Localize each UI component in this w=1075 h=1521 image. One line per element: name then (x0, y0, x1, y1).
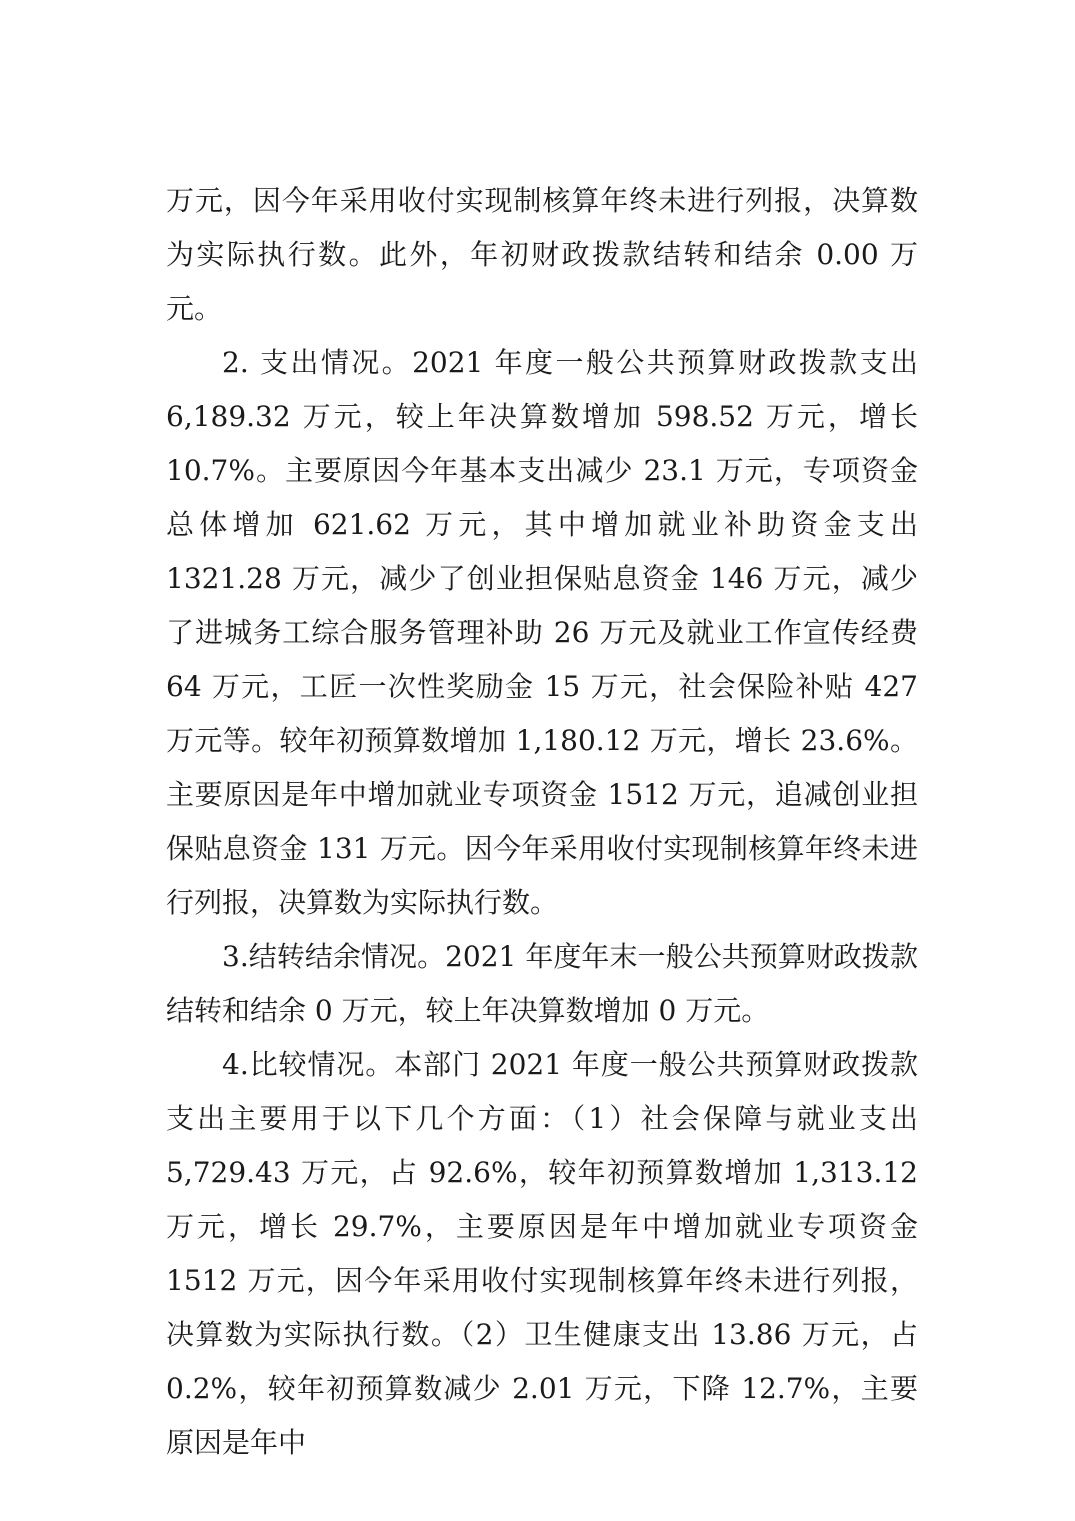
paragraph-expenditure: 2. 支出情况。2021 年度一般公共预算财政拨款支出 6,189.32 万元，较上年决算数增加 598.52 万元，增长 10.7%。主要原因今年基本支出减少 23.1 万元，专项资金总体增加 621.62 万元，其中增加就业补助资金支出 1321.28 万元，减少了创业担保贴息资金 146 万元，减少了进城务工综合服务管理补助 26 万元及就业工作宣传经费 64 万元，工匠一次性奖励金 15 万元，社会保险补贴 427 万元等。较年初预算数增加 1,180.12 万元，增长 23.6%。主要原因是年中增加就业专项资金 1512 万元，追减创业担保贴息资金 131 万元。因今年采用收付实现制核算年终未进行列报，决算数为实际执行数。 (166, 346, 918, 919)
document-body (166, 174, 918, 1470)
paragraph-comparison: 4.比较情况。本部门 2021 年度一般公共预算财政拨款支出主要用于以下几个方面：（1）社会保障与就业支出 5,729.43 万元，占 92.6%，较年初预算数增加 1,313.12 万元，增长 29.7%，主要原因是年中增加就业专项资金 1512 万元，因今年采用收付实现制核算年终未进行列报，决算数为实际执行数。（2）卫生健康支出 13.86 万元，占 0.2%，较年初预算数减少 2.01 万元，下降 12.7%，主要原因是年中 (166, 1048, 918, 1459)
paragraph-continuation: 万元，因今年采用收付实现制核算年终未进行列报，决算数为实际执行数。此外，年初财政拨款结转和结余 0.00 万元。 (166, 184, 918, 325)
paragraph-carryover: 3.结转结余情况。2021 年度年末一般公共预算财政拨款结转和结余 0 万元，较上年决算数增加 0 万元。 (166, 940, 918, 1027)
